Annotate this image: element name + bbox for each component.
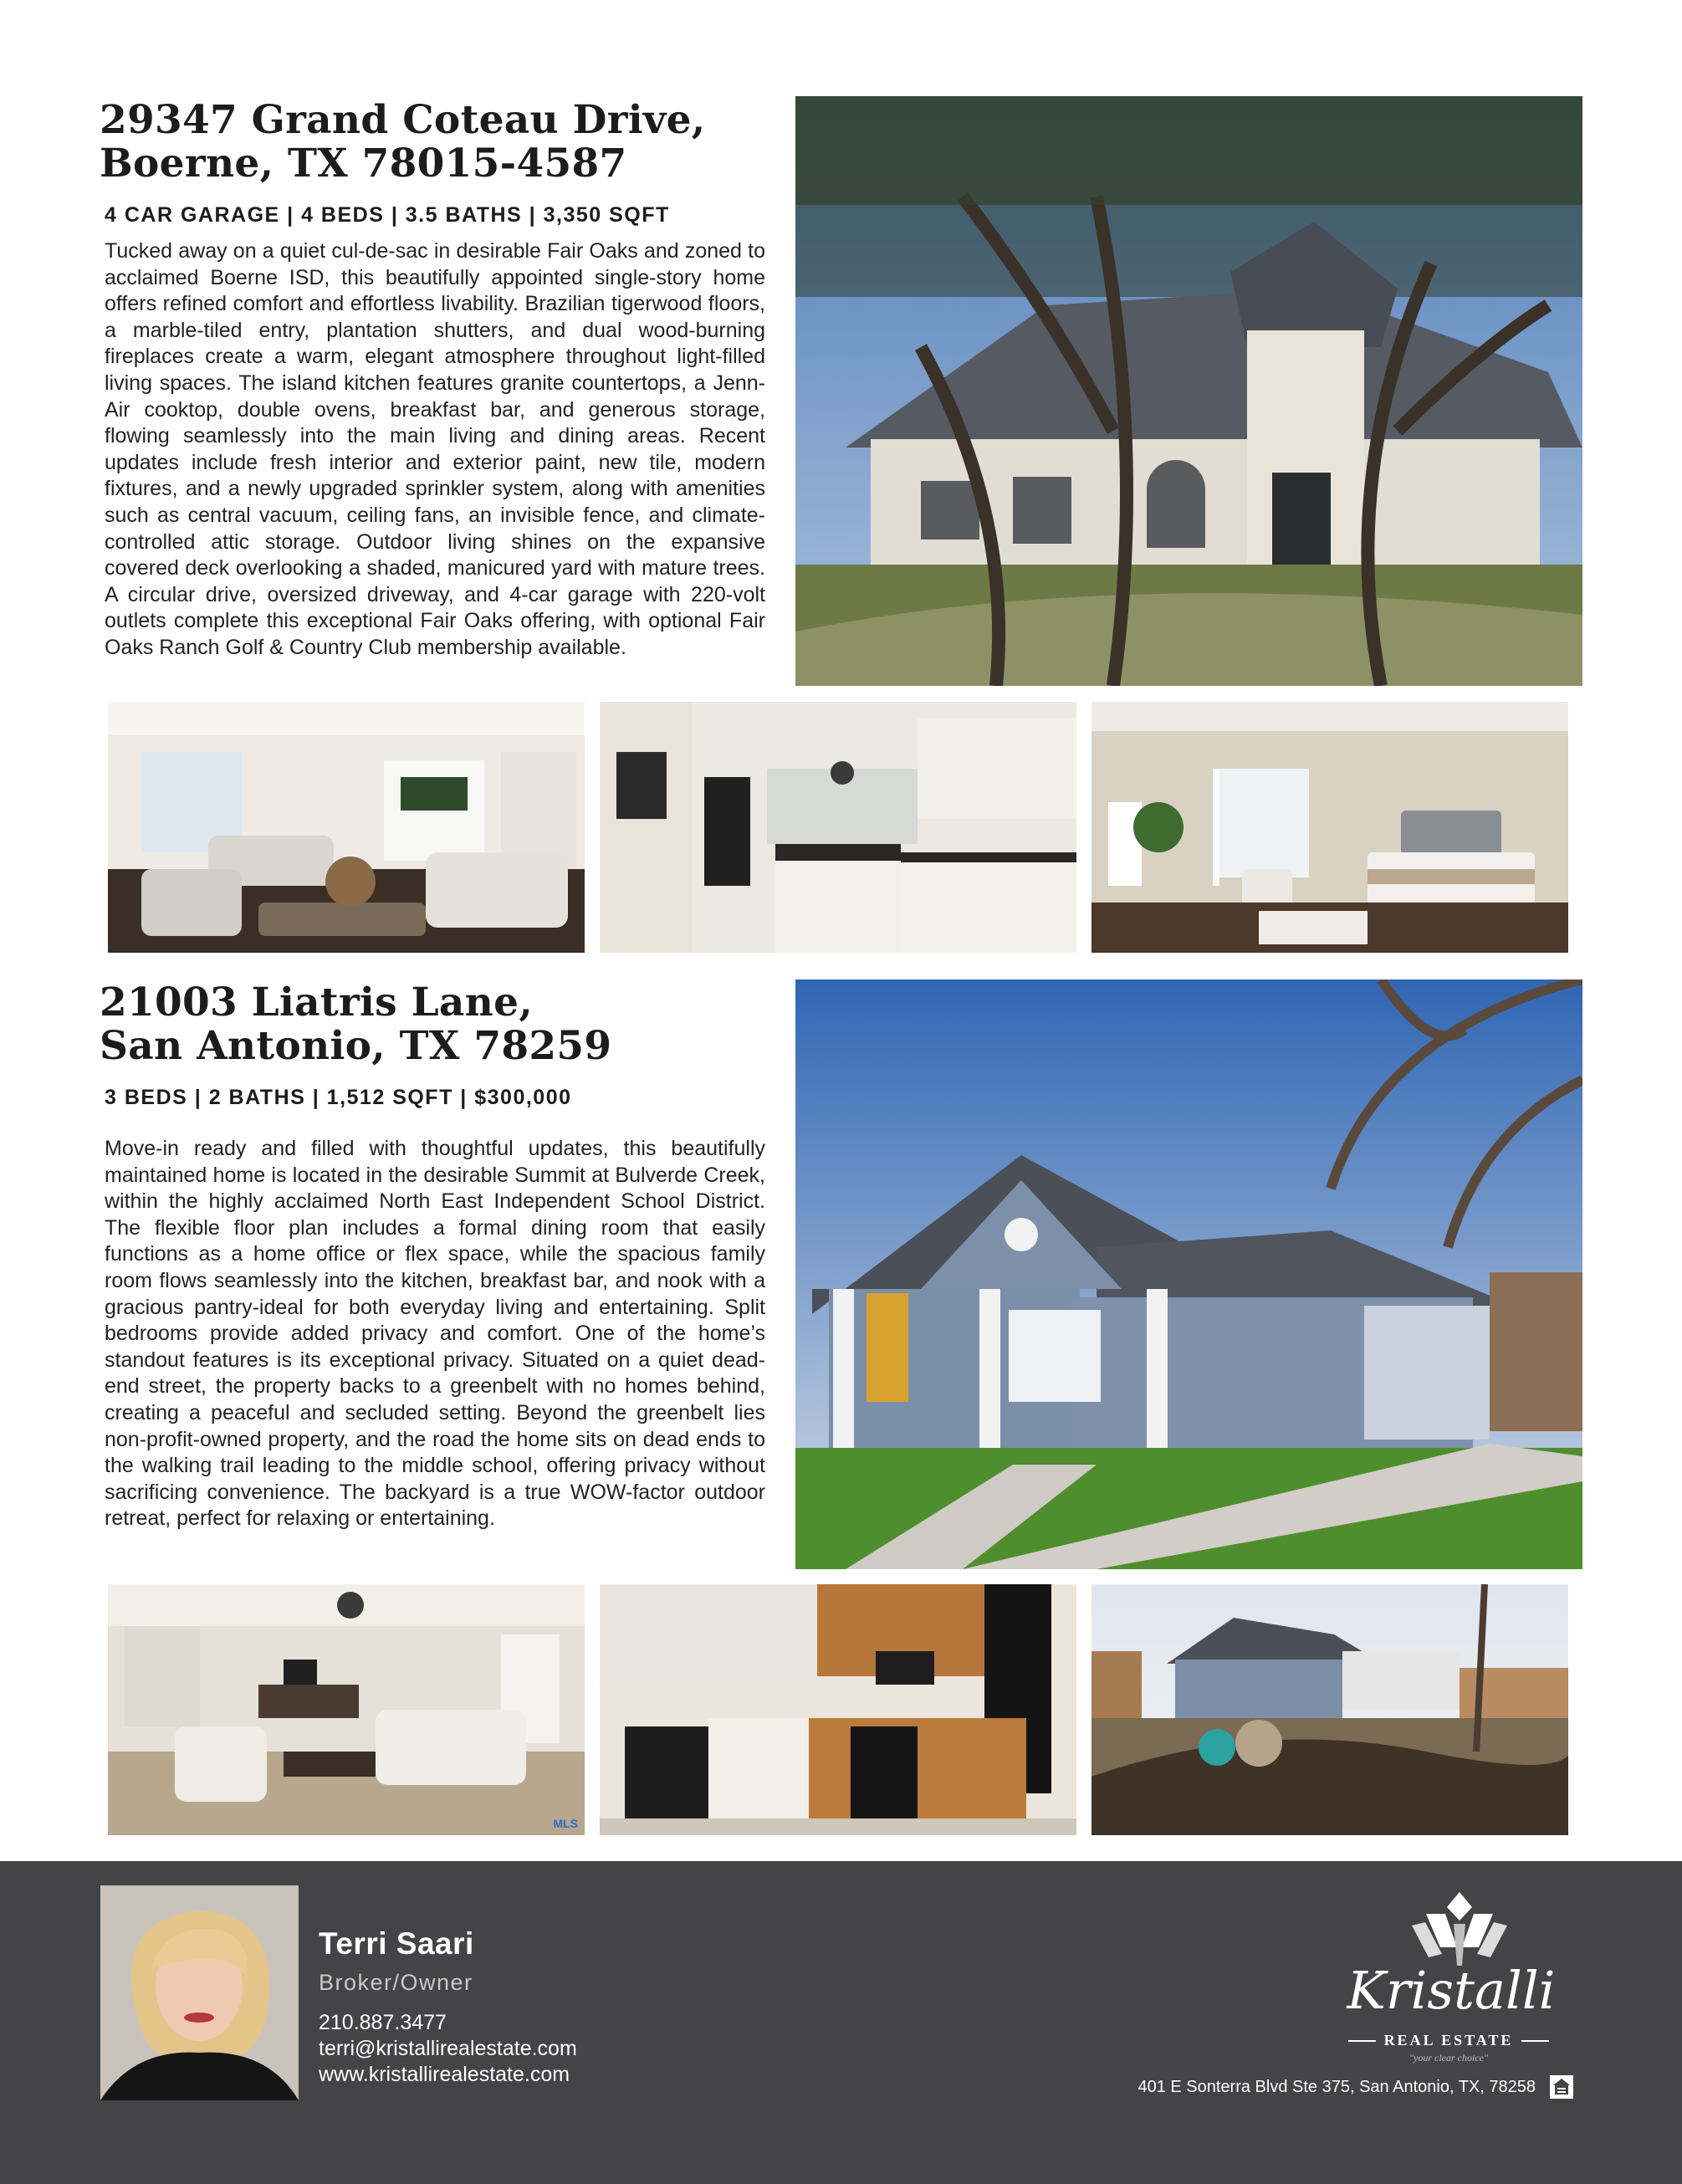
agent-contact xyxy=(319,2010,577,2088)
listing2-backyard-photo xyxy=(1092,1584,1568,1835)
brand-rule-right xyxy=(1521,2040,1549,2042)
mls-watermark: MLS xyxy=(553,1817,578,1830)
listing1-title xyxy=(100,99,785,186)
agent-phone[interactable]: 210.887.3477 xyxy=(319,2011,447,2034)
listing1-description: Tucked away on a quiet cul-de-sac in desirable Fair Oaks and zoned to acclaimed Boerne ISD, this beautifully appointed single-story home offers refined comfort and effortless livability. Brazilian tigerwood floors, a marble-tiled entry, plantation shutters, and dual wood-burning fireplaces create a warm, elegant atmosphere throughout light-filled living spaces. The island kitchen features granite countertops, a Jenn-Air cooktop, double ovens, breakfast bar, and generous storage, flowing seamlessly into the main living and dining areas. Recent updates include fresh interior and exterior paint, new tile, modern fixtures, and a newly upgraded sprinkler system, along with amenities such as central vacuum, ceiling fans, an invisible fence, and climate-controlled attic storage. Outdoor living shines on the expansive covered deck overlooking a shaded, manicured yard with mature trees. A circular drive, oversized driveway, and 4-car garage with 220-volt outlets complete this exceptional Fair Oaks offering, with optional Fair Oaks Ranch Golf & Country Club membership available. xyxy=(105,239,765,659)
kristalli-logo-icon xyxy=(1405,1889,1514,1969)
brand-tagline: "your clear choice" xyxy=(1408,2052,1489,2064)
agent-email[interactable]: terri@kristallirealestate.com xyxy=(319,2037,577,2060)
agent-name: Terri Saari xyxy=(319,1926,474,1961)
listing1-bedroom-photo xyxy=(1092,702,1568,953)
equal-housing-icon xyxy=(1550,2075,1573,2099)
brand-rule-left xyxy=(1348,2040,1376,2042)
listing1-main-photo xyxy=(795,96,1582,686)
listing2-main-photo xyxy=(795,979,1582,1569)
brand-subtitle-row xyxy=(1348,2032,1549,2049)
listing2-living-room-photo xyxy=(108,1584,585,1835)
listing2-description: Move-in ready and filled with thoughtful updates, this beautifully maintained home is located in the desirable Summit at Bulverde Creek, within the highly acclaimed North East Independent School District. The flexible floor plan includes a formal dining room that easily functions as a home office or flex space, while the spacious family room flows seamlessly into the kitchen, breakfast bar, and nook with a gracious pantry-ideal for both everyday living and entertaining. Split bedrooms provide added privacy and comfort. One of the home’s standout features is its exceptional privacy. Situated on a quiet dead-end street, the property backs to a greenbelt with no homes behind, creating a peaceful and secluded setting. Beyond the greenbelt lies non-profit-owned property, and the road the home sits on dead ends to the walking trail leading to the middle school, offering privacy without sacrificing convenience. The backyard is a true WOW-factor outdoor retreat, perfect for relaxing or entertaining. xyxy=(105,1137,765,1531)
listing2-kitchen-photo xyxy=(600,1584,1076,1835)
agent-role: Broker/Owner xyxy=(319,1970,473,1995)
listing1-title-line2: Boerne, TX 78015-4587 xyxy=(100,141,627,187)
brand-name: Kristalli xyxy=(1347,1960,1556,2021)
agent-headshot xyxy=(100,1885,299,2100)
listing1-kitchen-photo xyxy=(600,702,1076,953)
brand-address: 401 E Sonterra Blvd Ste 375, San Antonio, TX, 78258 xyxy=(1138,2078,1536,2096)
listing2-title-line2: San Antonio, TX 78259 xyxy=(100,1023,612,1069)
listing2-title xyxy=(100,981,785,1068)
listing1-specs: 4 CAR GARAGE | 4 BEDS | 3.5 BATHS | 3,350 SQFT xyxy=(105,203,670,227)
brand-subtitle: REAL ESTATE xyxy=(1383,2032,1514,2048)
listing1-title-line1: 29347 Grand Coteau Drive, xyxy=(100,97,706,143)
listing2-specs: 3 BEDS | 2 BATHS | 1,512 SQFT | $300,000 xyxy=(105,1086,572,1109)
agent-website[interactable]: www.kristallirealestate.com xyxy=(319,2063,570,2086)
listing1-living-room-photo xyxy=(108,702,585,953)
listing2-title-line1: 21003 Liatris Lane, xyxy=(100,979,534,1026)
